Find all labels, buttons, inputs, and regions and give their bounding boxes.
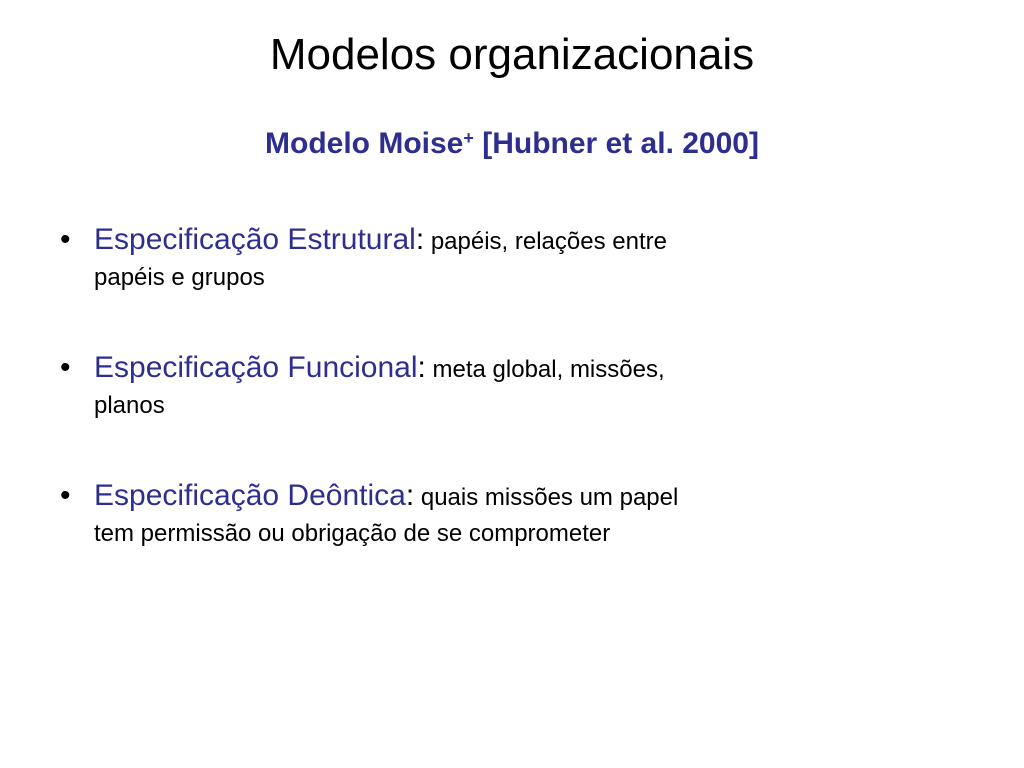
bullet-line bbox=[94, 218, 910, 262]
bullet-line bbox=[94, 474, 910, 518]
bullet-description-continued: planos bbox=[94, 392, 165, 419]
bullet-term: Especificação Deôntica bbox=[94, 479, 406, 512]
bullet-term: Especificação Funcional bbox=[94, 351, 418, 384]
bullet-line bbox=[94, 346, 910, 390]
bullet-item-deontica bbox=[60, 474, 910, 550]
bullet-list bbox=[60, 218, 910, 602]
slide-title: Modelos organizacionais bbox=[269, 30, 755, 79]
bullet-colon: : bbox=[415, 223, 425, 256]
bullet-icon: • bbox=[60, 223, 71, 256]
bullet-icon: • bbox=[60, 479, 71, 512]
bullet-description: quais missões um papel bbox=[414, 484, 679, 511]
bullet-icon: • bbox=[60, 351, 71, 384]
subtitle-rest: [Hubner et al. 2000] bbox=[473, 127, 759, 160]
bullet-colon: : bbox=[417, 351, 426, 384]
bullet-description: meta global, missões, bbox=[425, 356, 665, 383]
bullet-item-funcional bbox=[60, 346, 910, 422]
subtitle-main: Modelo Moise bbox=[265, 127, 464, 160]
bullet-term: Especificação Estrutural bbox=[94, 223, 416, 256]
subtitle-superscript: + bbox=[463, 128, 474, 148]
bullet-colon: : bbox=[405, 479, 415, 512]
bullet-description-continued: papéis e grupos bbox=[94, 264, 265, 291]
bullet-description: papéis, relações entre bbox=[424, 228, 667, 255]
bullet-description-continued: tem permissão ou obrigação de se comprometer bbox=[94, 520, 611, 547]
bullet-item-estrutural bbox=[60, 218, 910, 294]
slide-subtitle bbox=[0, 120, 1024, 168]
